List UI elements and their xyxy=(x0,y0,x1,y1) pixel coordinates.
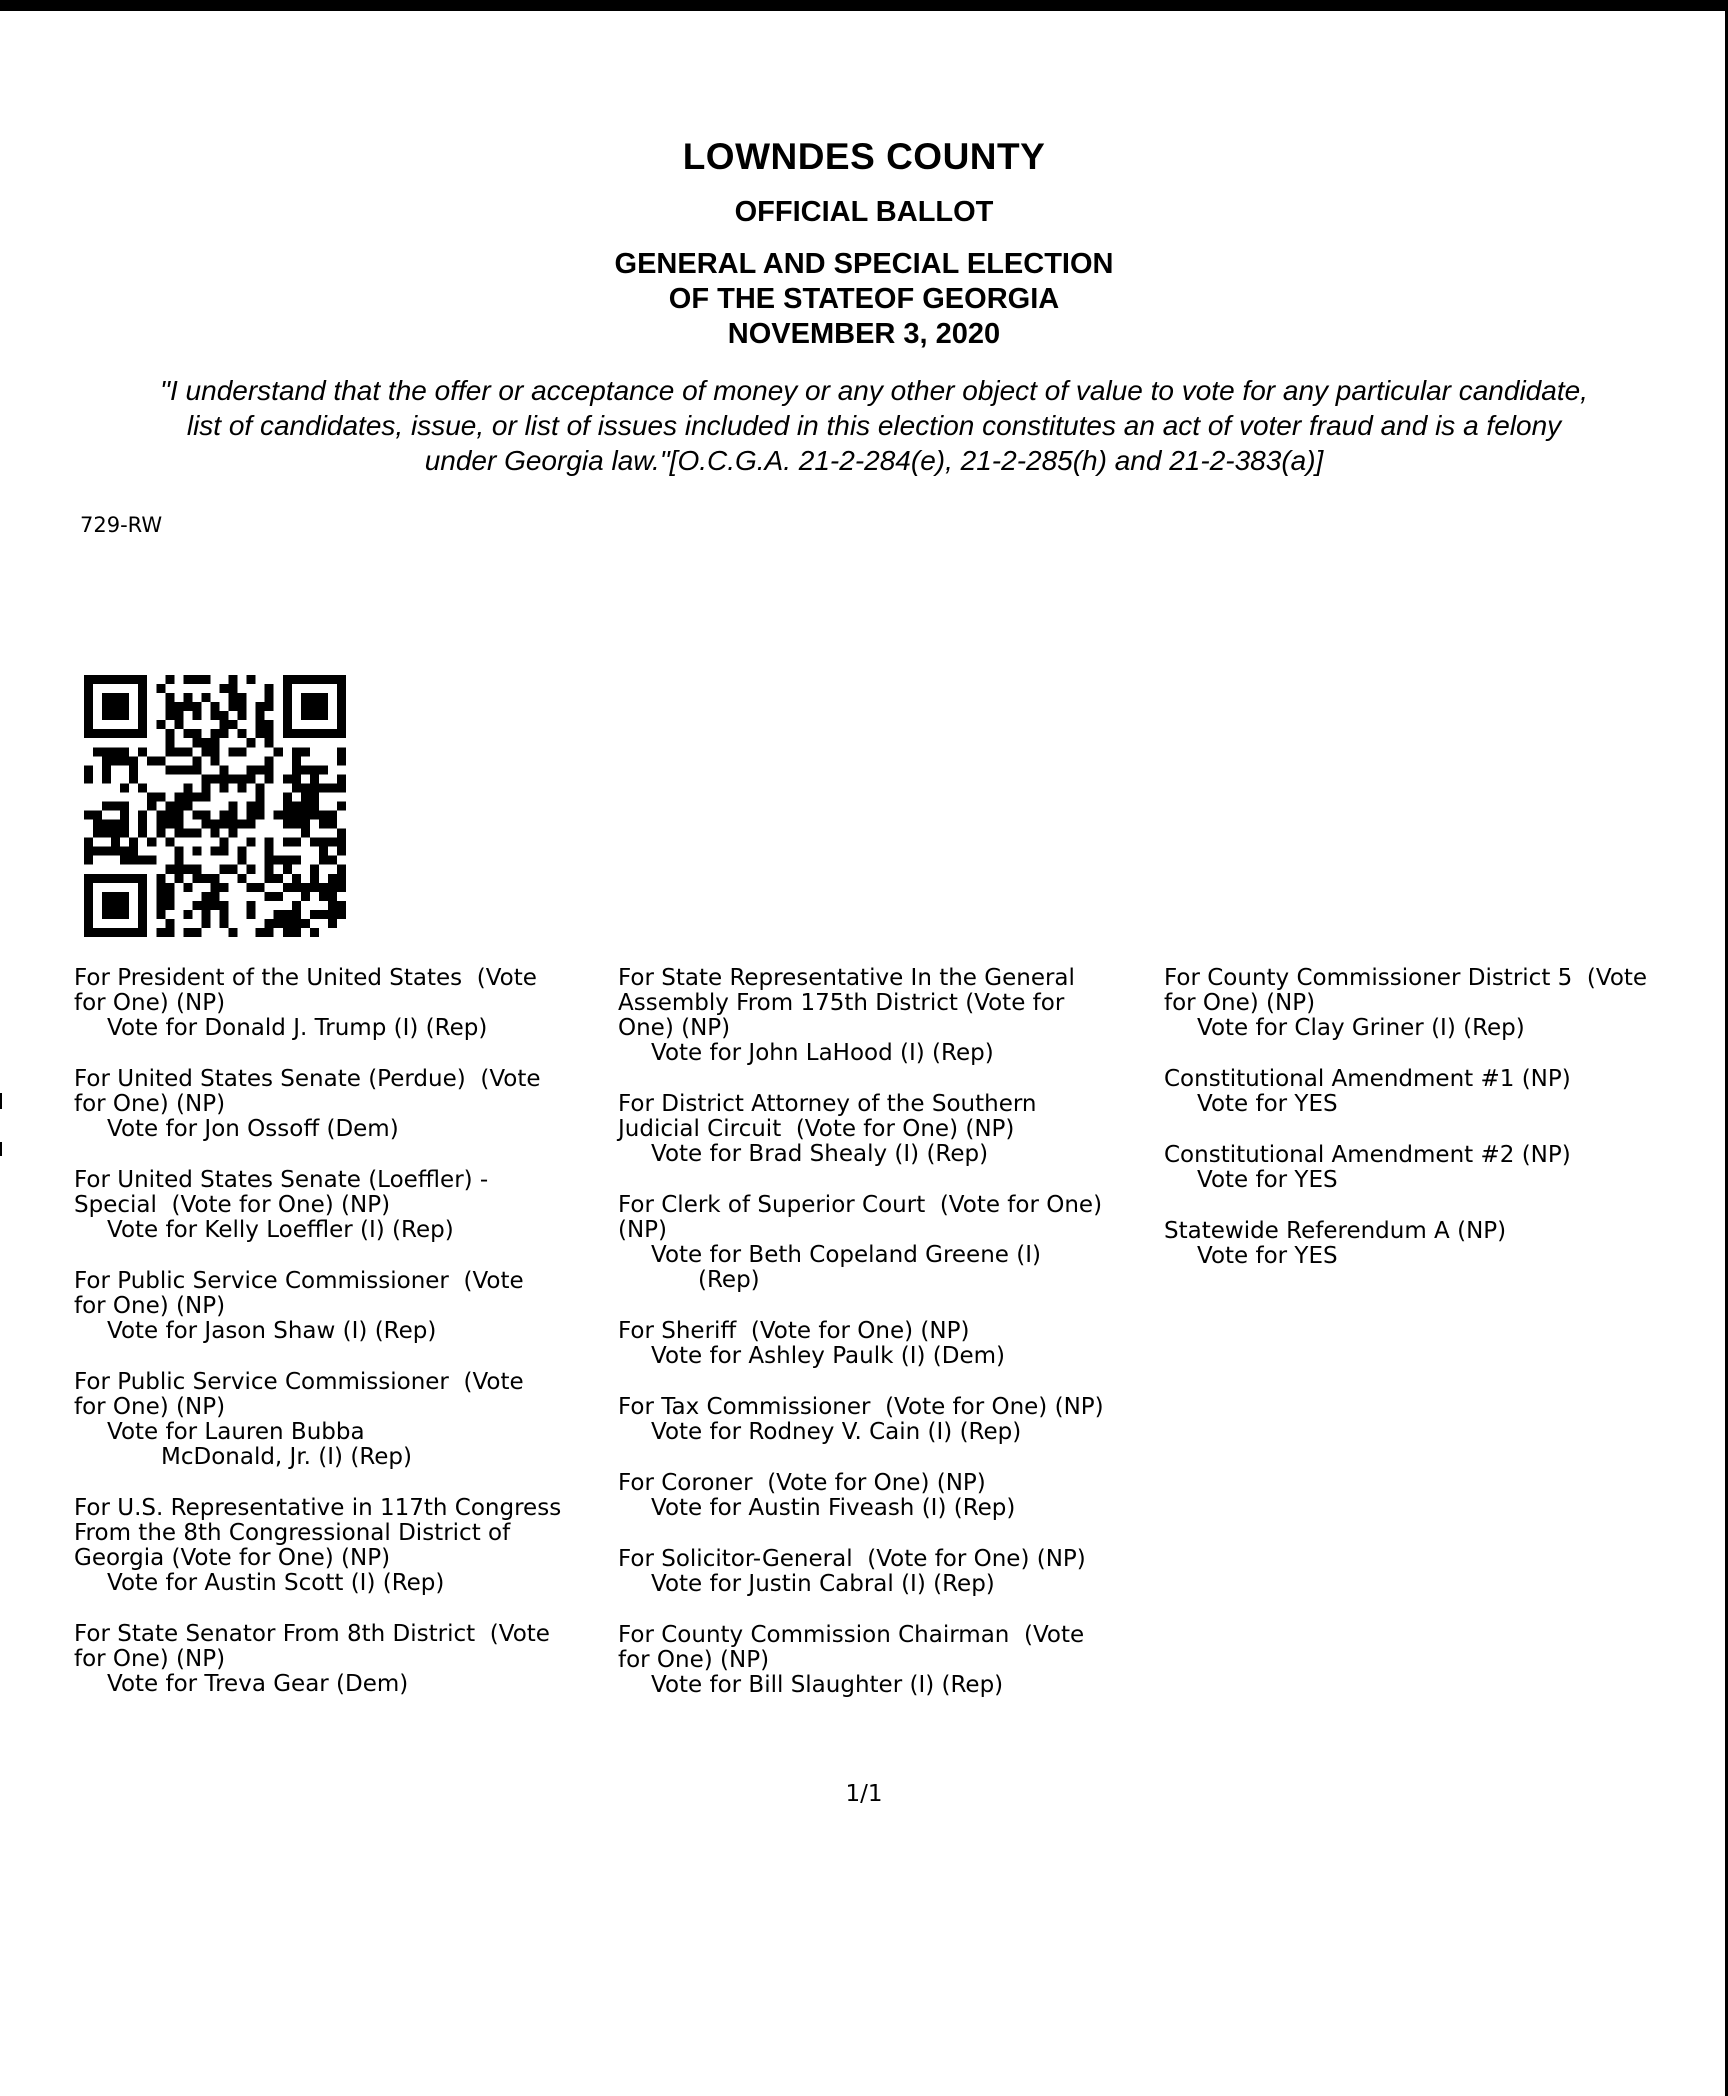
contest-title: For Coroner (Vote for One) (NP) xyxy=(618,1470,986,1496)
contest-selection xyxy=(74,1672,614,1697)
notice-line: list of candidates, issue, or list of issues included in this election constitutes an act of voter fraud and is a felony xyxy=(186,410,1562,441)
contest-selection xyxy=(618,1142,1158,1167)
contest-column-3 xyxy=(1164,966,1684,1295)
contest-title: Statewide Referendum A (NP) xyxy=(1164,1218,1507,1244)
selection-text: Vote for Lauren Bubba xyxy=(107,1419,365,1445)
selection-text: Vote for Clay Griner (I) (Rep) xyxy=(1197,1015,1525,1041)
scan-edge-mark xyxy=(0,1142,2,1156)
contest-column-1 xyxy=(74,966,614,1723)
contest xyxy=(618,1395,1158,1445)
contest xyxy=(74,966,614,1041)
selection-text: Vote for Jon Ossoff (Dem) xyxy=(107,1116,399,1142)
contest xyxy=(618,1471,1158,1521)
contest xyxy=(618,1092,1158,1167)
contest-column-2 xyxy=(618,966,1158,1724)
contest-title: For Clerk of Superior Court (Vote for One) (NP) xyxy=(618,1192,1103,1243)
contest-title: For Sheriff (Vote for One) (NP) xyxy=(618,1318,970,1344)
contest-selection xyxy=(74,1218,614,1243)
contest-title: For District Attorney of the Southern Judicial Circuit (Vote for One) (NP) xyxy=(618,1091,1037,1142)
selection-text-continued: (Rep) xyxy=(698,1267,760,1293)
contest xyxy=(74,1622,614,1697)
contest-selection xyxy=(74,1571,614,1596)
contest-title: For State Senator From 8th District (Vote for One) (NP) xyxy=(74,1621,550,1672)
contest-title: For U.S. Representative in 117th Congress From the 8th Congressional District of Georgia (Vote for One) (NP) xyxy=(74,1495,562,1571)
contest-selection xyxy=(1164,1016,1684,1041)
scan-edge-mark xyxy=(0,1093,2,1109)
contest-title: For County Commissioner District 5 (Vote for One) (NP) xyxy=(1164,965,1648,1016)
election-title xyxy=(0,247,1728,352)
contest xyxy=(618,1319,1158,1369)
selection-text: Vote for Treva Gear (Dem) xyxy=(107,1671,409,1697)
selection-text: Vote for Ashley Paulk (I) (Dem) xyxy=(651,1343,1005,1369)
contest-selection xyxy=(618,1420,1158,1445)
selection-text: Vote for Austin Scott (I) (Rep) xyxy=(107,1570,445,1596)
contest-selection xyxy=(618,1496,1158,1521)
contest xyxy=(74,1269,614,1344)
contest-selection xyxy=(1164,1092,1684,1117)
contest-selection xyxy=(618,1041,1158,1066)
contest-title: Constitutional Amendment #2 (NP) xyxy=(1164,1142,1571,1168)
contest xyxy=(1164,1219,1684,1269)
contest-title: For County Commission Chairman (Vote for One) (NP) xyxy=(618,1622,1085,1673)
contest-selection xyxy=(74,1319,614,1344)
contest-title: For United States Senate (Loeffler) - Special (Vote for One) (NP) xyxy=(74,1167,489,1218)
contest-title: For Public Service Commissioner (Vote for One) (NP) xyxy=(74,1369,524,1420)
contest xyxy=(1164,1143,1684,1193)
county-title: LOWNDES COUNTY xyxy=(682,136,1046,177)
selection-text: Vote for YES xyxy=(1197,1243,1338,1269)
contest-selection xyxy=(618,1243,1158,1293)
notice-line: "I understand that the offer or acceptance of money or any other object of value to vote for any particular candidate, xyxy=(160,375,1588,406)
contest xyxy=(74,1370,614,1470)
selection-text: Vote for Bill Slaughter (I) (Rep) xyxy=(651,1672,1004,1698)
ballot-qr-code xyxy=(78,675,352,937)
contest xyxy=(618,1623,1158,1698)
contest-selection xyxy=(1164,1244,1684,1269)
contest-title: For United States Senate (Perdue) (Vote for One) (NP) xyxy=(74,1066,541,1117)
contest xyxy=(618,966,1158,1066)
scan-border-top xyxy=(0,0,1728,11)
selection-text: Vote for Kelly Loeffler (I) (Rep) xyxy=(107,1217,454,1243)
contest-selection xyxy=(74,1117,614,1142)
selection-text: Vote for Beth Copeland Greene (I) xyxy=(651,1242,1041,1268)
contest-title: Constitutional Amendment #1 (NP) xyxy=(1164,1066,1571,1092)
selection-text: Vote for YES xyxy=(1197,1167,1338,1193)
selection-text: Vote for Jason Shaw (I) (Rep) xyxy=(107,1318,437,1344)
contest-selection xyxy=(74,1016,614,1041)
contest xyxy=(1164,966,1684,1041)
page-number: 1/1 xyxy=(845,1781,883,1807)
contest-title: For Tax Commissioner (Vote for One) (NP) xyxy=(618,1394,1104,1420)
voter-fraud-notice xyxy=(74,373,1674,478)
selection-text: Vote for John LaHood (I) (Rep) xyxy=(651,1040,994,1066)
contest xyxy=(618,1547,1158,1597)
ballot-style-code: 729-RW xyxy=(80,513,163,537)
election-title-line2: OF THE STATEOF GEORGIA xyxy=(668,283,1060,315)
contest-title: For President of the United States (Vote for One) (NP) xyxy=(74,965,537,1016)
contest-selection xyxy=(618,1673,1158,1698)
contest xyxy=(74,1496,614,1596)
contest-selection xyxy=(1164,1168,1684,1193)
contest-selection xyxy=(618,1344,1158,1369)
selection-text: Vote for YES xyxy=(1197,1091,1338,1117)
election-date: NOVEMBER 3, 2020 xyxy=(727,318,1001,350)
selection-text: Vote for Rodney V. Cain (I) (Rep) xyxy=(651,1419,1022,1445)
selection-text: Vote for Justin Cabral (I) (Rep) xyxy=(651,1571,995,1597)
selection-text: Vote for Donald J. Trump (I) (Rep) xyxy=(107,1015,488,1041)
contest-selection xyxy=(74,1420,614,1470)
contest xyxy=(74,1168,614,1243)
selection-text: Vote for Brad Shealy (I) (Rep) xyxy=(651,1141,989,1167)
contest-title: For Solicitor-General (Vote for One) (NP) xyxy=(618,1546,1086,1572)
notice-line: under Georgia law."[O.C.G.A. 21-2-284(e), 21-2-285(h) and 21-2-383(a)] xyxy=(424,445,1324,476)
contest xyxy=(1164,1067,1684,1117)
election-title-line1: GENERAL AND SPECIAL ELECTION xyxy=(614,248,1114,280)
selection-text: Vote for Austin Fiveash (I) (Rep) xyxy=(651,1495,1016,1521)
contest-selection xyxy=(618,1572,1158,1597)
contest-title: For State Representative In the General Assembly From 175th District (Vote for One) (NP) xyxy=(618,965,1075,1041)
contest xyxy=(74,1067,614,1142)
selection-text-continued: McDonald, Jr. (I) (Rep) xyxy=(161,1444,412,1470)
contest xyxy=(618,1193,1158,1293)
ballot-title: OFFICIAL BALLOT xyxy=(734,196,994,228)
contest-title: For Public Service Commissioner (Vote for One) (NP) xyxy=(74,1268,524,1319)
